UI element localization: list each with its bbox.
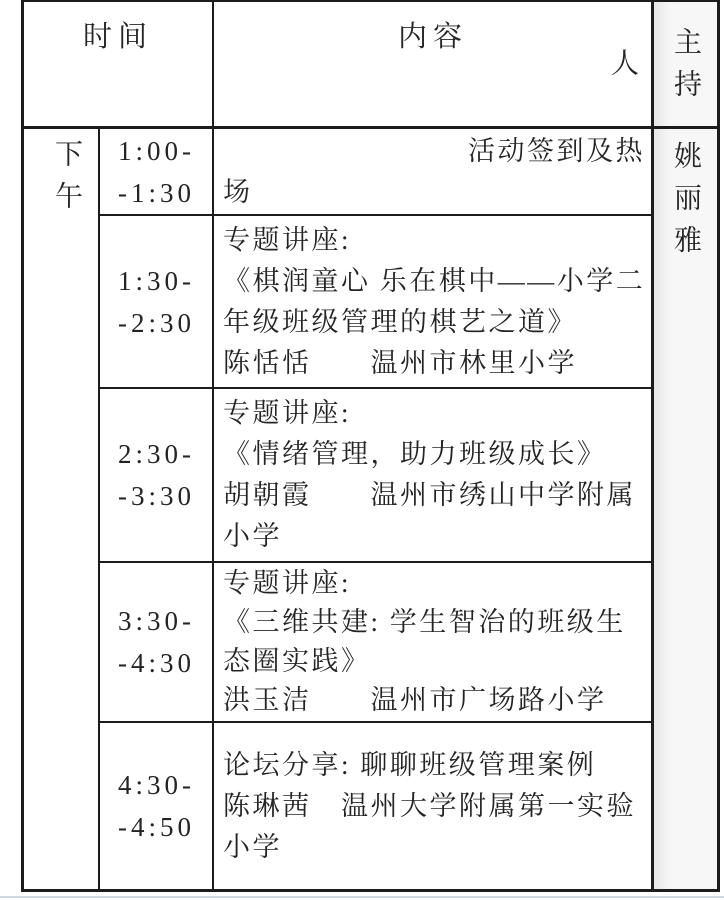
content-cell-row4 [217,723,651,889]
content-line: 论坛分享: 聊聊班级管理案例 [223,749,597,780]
content-line: 活动签到及热 [468,135,645,166]
content-line: 小学 [223,831,282,862]
content-line: 陈琳茜 温州大学附属第一实验 [223,790,636,821]
time-line: -3:30 [118,481,195,511]
schedule-table [21,0,720,892]
time-line: -4:50 [118,812,195,842]
time-line: 1:00- [118,135,195,166]
content-line: 洪玉洁 温州市广场路小学 [223,685,607,715]
content-cell-row1 [217,216,651,387]
content-line: 专题讲座: [223,568,352,598]
page-bottom-rule [0,896,724,898]
header-content: 内容 [397,21,468,53]
time-line: 1:30- [118,265,195,296]
header-host-label: 主持人 [607,27,701,111]
time-line: 3:30- [118,606,195,636]
host-name: 姚丽雅 [670,141,701,267]
content-line: 场 [223,176,253,207]
header-host [607,2,717,126]
content-line: 胡朝霞 温州市绣山中学附属 [223,480,636,510]
period-label: 下午 [51,139,82,223]
time-line: -2:30 [118,307,195,338]
content-cell-row2 [217,389,651,561]
header-time: 时间 [82,21,153,53]
divider-time-content [212,2,214,889]
content-cell-row3 [217,563,651,721]
content-line: 《情绪管理，助力班级成长》 [223,439,607,469]
time-cell-row0 [101,129,212,214]
time-line: -4:30 [118,648,195,678]
content-line: 小学 [223,521,282,551]
host-name-cell [654,129,717,889]
content-line: 年级班级管理的棋艺之道》 [223,306,577,337]
content-line: 专题讲座: [223,224,352,255]
period-cell [24,129,98,889]
time-line: 4:30- [118,770,195,800]
divider-period-time [98,126,100,889]
content-line: 陈恬恬 温州市林里小学 [223,347,577,378]
content-line: 专题讲座: [223,398,352,428]
content-line: 态圈实践》 [223,646,371,676]
time-line: 2:30- [118,439,195,469]
time-cell-row2 [101,389,212,561]
content-line: 《棋润童心 乐在棋中——小学二 [223,265,646,296]
time-cell-row1 [101,216,212,387]
time-line: -1:30 [118,177,195,208]
content-line: 《三维共建: 学生智治的班级生 [223,607,626,637]
time-cell-row3 [101,563,212,721]
content-cell-row0 [217,129,651,214]
time-cell-row4 [101,723,212,889]
